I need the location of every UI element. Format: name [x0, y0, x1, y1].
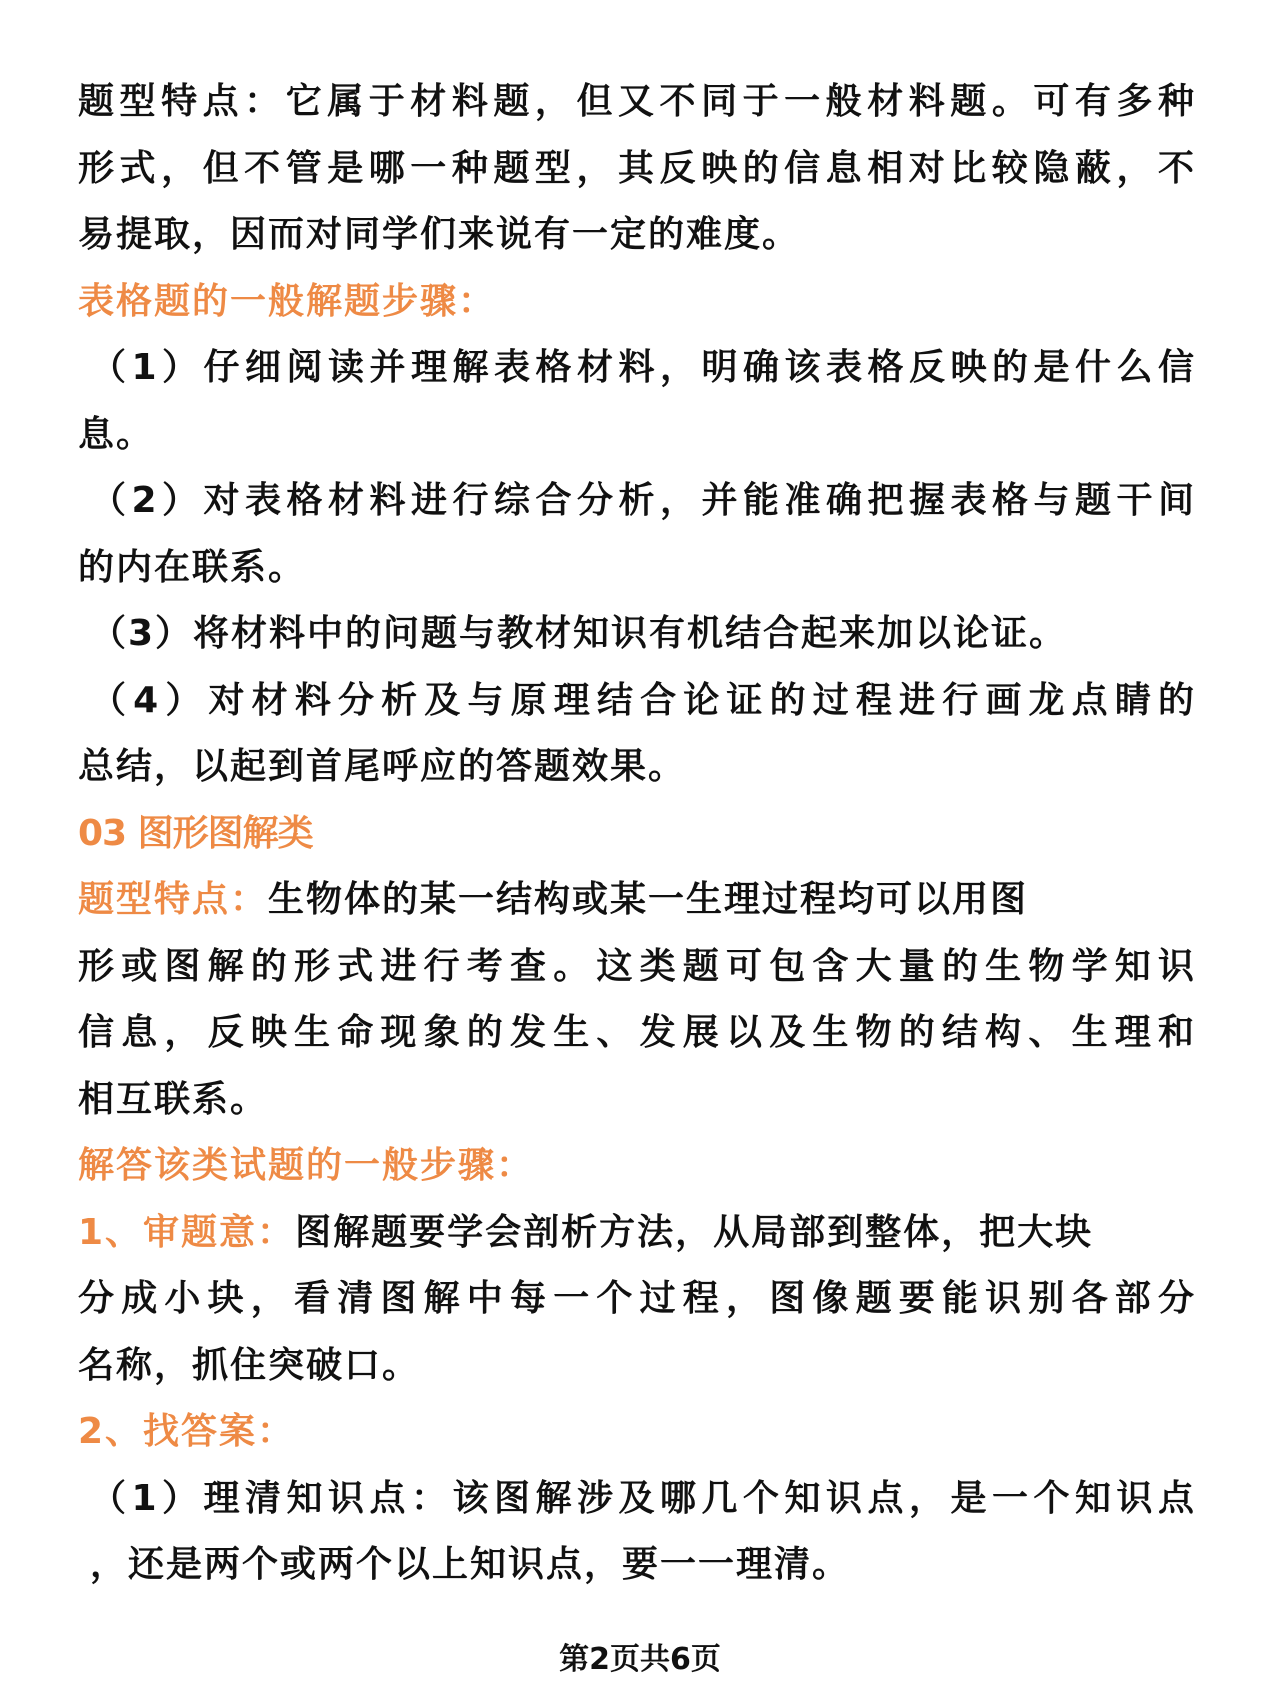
text-line: 题型特点：它属于材料题，但又不同于一般材料题。可有多种: [78, 81, 1196, 122]
text-line: 名称，抓住突破口。: [78, 1344, 421, 1386]
text-line: （2）对表格材料进行综合分析，并能准确把握表格与题干间: [90, 480, 1196, 521]
step2-label: 2、找答案：: [78, 1411, 296, 1452]
step1-label: 1、审题意：: [78, 1211, 296, 1253]
text-line: 易提取，因而对同学们来说有一定的难度。: [78, 214, 801, 255]
text: 图解题要学会剖析方法，从局部到整体，把大块: [295, 1211, 1094, 1253]
section-heading: 表格题的一般解题步骤：: [78, 280, 497, 322]
text-line: [78, 874, 1196, 941]
text-line: 的内在联系。: [78, 546, 307, 588]
text-line: （1）理清知识点：该图解涉及哪几个知识点，是一个知识点: [90, 1477, 1196, 1519]
text-line: 形或图解的形式进行考查。这类题可包含大量的生物学知识: [78, 945, 1196, 987]
text-line: （4）对材料分析及与原理结合论证的过程进行画龙点睛的: [90, 679, 1196, 721]
text-line: （1）仔细阅读并理解表格材料，明确该表格反映的是什么信: [90, 347, 1196, 388]
section-heading: 解答该类试题的一般步骤：: [78, 1145, 535, 1186]
text-line: 息。: [78, 413, 155, 455]
document-page: [78, 76, 1196, 1606]
text-line: ，还是两个或两个以上知识点，要一一理清。: [90, 1544, 851, 1585]
text-line: 分成小块，看清图解中每一个过程，图像题要能识别各部分: [78, 1278, 1196, 1319]
text-line: 形式，但不管是哪一种题型，其反映的信息相对比较隐蔽，不: [78, 147, 1196, 189]
page-indicator: 第2页共6页: [559, 1642, 721, 1677]
feature-label: 题型特点：: [78, 879, 269, 920]
text-line: （3）将材料中的问题与教材知识有机结合起来加以论证。: [90, 613, 1068, 654]
text-line: [78, 1207, 1196, 1274]
section-title: 03 图形图解类: [78, 812, 313, 854]
text: 生物体的某一结构或某一生理过程均可以用图: [268, 879, 1029, 920]
text-line: 信息，反映生命现象的发生、发展以及生物的结构、生理和: [78, 1012, 1196, 1053]
text-line: 相互联系。: [78, 1078, 269, 1120]
text-line: 总结，以起到首尾呼应的答题效果。: [78, 746, 687, 787]
